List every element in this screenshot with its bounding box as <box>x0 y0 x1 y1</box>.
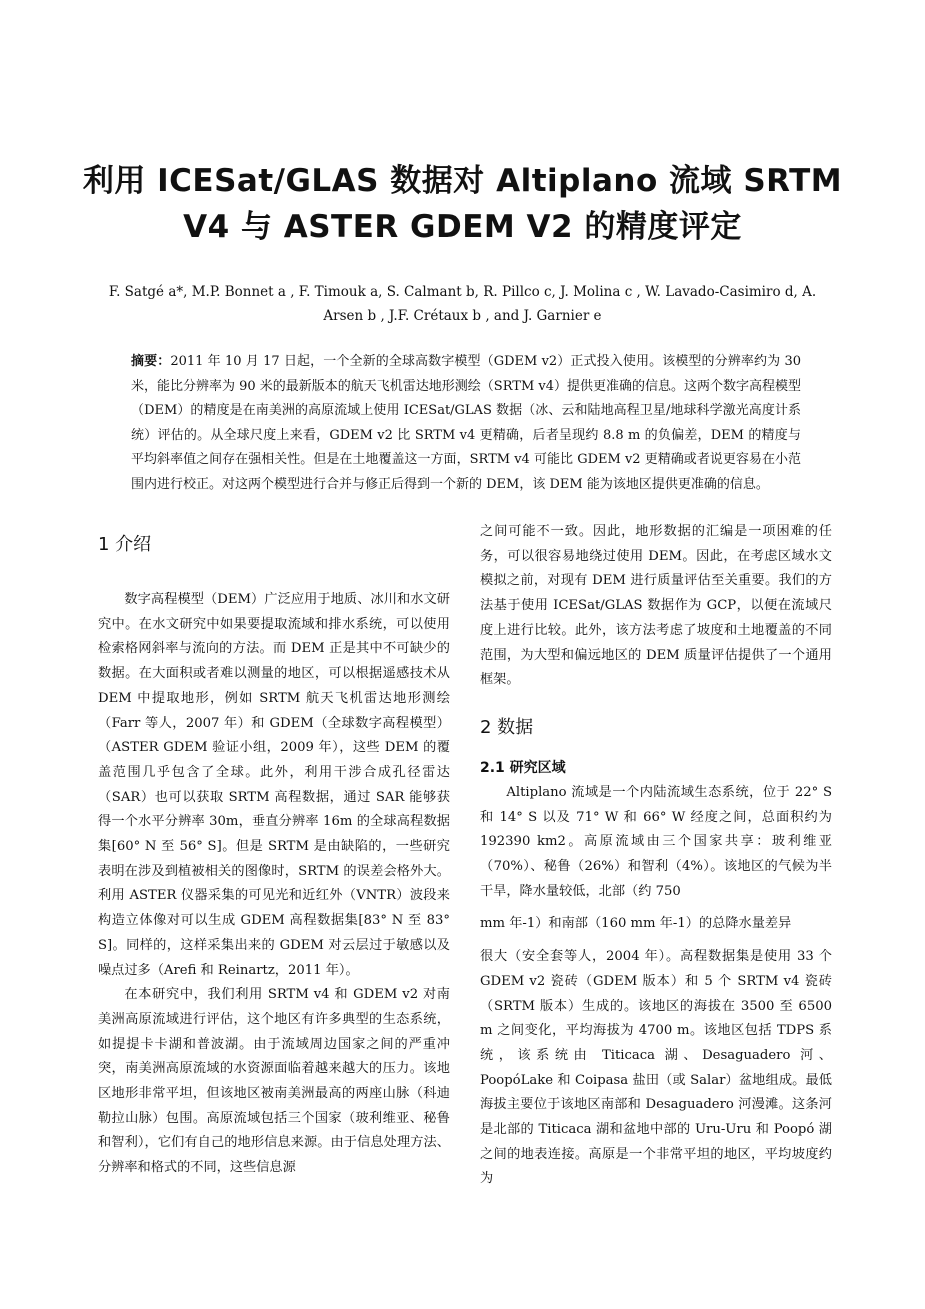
title-line-2: V4 与 ASTER GDEM V2 的精度评定 <box>183 209 742 245</box>
section-1-heading: 1 介绍 <box>98 534 152 555</box>
abstract-label: 摘要： <box>131 354 171 369</box>
abstract <box>131 350 801 497</box>
section-2-heading: 2 数据 <box>480 716 534 738</box>
section-1-paragraph-2: 在本研究中，我们利用 SRTM v4 和 GDEM v2 对南美洲高原流域进行评估，这个地区有许多典型的生态系统，如提提卡卡湖和普波湖。由于流域周边国家之间的严重冲突，南美洲高原流域的水资源面临着越来越大的压力。该地区地形非常平坦，但该地区被南美洲最高的两座山脉（科迪勒拉山脉）包围。高原流域包括三个国家（玻利维亚、秘鲁和智利），它们有自己的地形信息来源。由于信息处理方法、分辨率和格式的不同，这些信息源 <box>98 987 450 1176</box>
section-2-paragraph-1: Altiplano 流域是一个内陆流域生态系统，位于 22° S 和 14° S 以及 71° W 和 66° W 经度之间，总面积约为 192390 km2。高原流域由三个国家共享：玻利维亚（70%）、秘鲁（26%）和智利（4%）。该地区的气候为半干旱，降水量较低，北部（约 750 <box>480 784 832 899</box>
left-column <box>98 530 450 1181</box>
right-column <box>480 520 832 1192</box>
section-2-paragraph-1b: mm 年-1）和南部（160 mm 年-1）的总降水量差异 <box>480 916 792 932</box>
section-1-paragraph-1: 数字高程模型（DEM）广泛应用于地质、冰川和水文研究中。在水文研究中如果要提取流域和排水系统，可以使用检索格网斜率与流向的方法。而 DEM 正是其中不可缺少的数据。在大面积或者难以测量的地区，可以根据遥感技术从 DEM 中提取地形，例如 SRTM 航天飞机雷达地形测绘（Farr 等人，2007 年）和 GDEM（全球数字高程模型）（ASTER GDEM 验证小组，2009 年），这些 DEM 的覆盖范围几乎包含了全球。此外，利用干涉合成孔径雷达（SAR）也可以获取 SRTM 高程数据，通过 SAR 能够获得一个水平分辨率 30m，垂直分辨率 16m 的全球高程数据集[60° N 至 56° S]。但是 SRTM 是由缺陷的，一些研究表明在涉及到植被相关的图像时，SRTM 的误差会格外大。利用 ASTER 仪器采集的可见光和近红外（VNTR）波段来构造立体像对可以生成 GDEM 高程数据集[83° N 至 83° S]。同样的，这样采集出来的 GDEM 对云层过于敏感以及噪点过多（Arefi 和 Reinartz，2011 年）。 <box>98 592 450 978</box>
section-1-paragraph-2-continued: 之间可能不一致。因此，地形数据的汇编是一项困难的任务，可以很容易地绕过使用 DEM。因此，在考虑区域水文模拟之前，对现有 DEM 进行质量评估至关重要。我们的方法基于使用 ICESat/GLAS 数据作为 GCP，以便在流域尺度上进行比较。此外，该方法考虑了坡度和土地覆盖的不同范围，为大型和偏远地区的 DEM 质量评估提供了一个通用框架。 <box>480 524 832 688</box>
paper-title <box>0 158 925 250</box>
section-2-paragraph-1c: 很大（安全套等人，2004 年）。高程数据集是使用 33 个 GDEM v2 瓷砖（GDEM 版本）和 5 个 SRTM v4 瓷砖（SRTM 版本）生成的。该地区的海拔在 3500 至 6500 m 之间变化，平均海拔为 4700 m。该地区包括 TDPS 系统，该系统由 Titicaca 湖、Desaguadero 河、PoopóLake 和 Coipasa 盐田（或 Salar）盆地组成。最低海拔主要位于该地区南部和 Desaguadero 河漫滩。这条河是北部的 Titicaca 湖和盆地中部的 Uru-Uru 和 Poopó 湖之间的地表连接。高原是一个非常平坦的地区，平均坡度约为 <box>480 949 832 1187</box>
abstract-text: 2011 年 10 月 17 日起，一个全新的全球高数字模型（GDEM v2）正式投入使用。该模型的分辨率约为 30 米，能比分辨率为 90 米的最新版本的航天飞机雷达地形测绘（SRTM v4）提供更准确的信息。这两个数字高程模型（DEM）的精度是在南美洲的高原流域上使用 ICESat/GLAS 数据（冰、云和陆地高程卫星/地球科学激光高度计系统）评估的。从全球尺度上来看，GDEM v2 比 SRTM v4 更精确，后者呈现约 8.8 m 的负偏差，DEM 的精度与平均斜率值之间存在强相关性。但是在土地覆盖这一方面，SRTM v4 可能比 GDEM v2 更精确或者说更容易在小范围内进行校正。对这两个模型进行合并与修正后得到一个新的 DEM，该 DEM 能为该地区提供更准确的信息。 <box>131 354 802 492</box>
title-line-1: 利用 ICESat/GLAS 数据对 Altiplano 流域 SRTM <box>82 163 843 199</box>
subsection-2-1-heading: 2.1 研究区域 <box>480 759 566 776</box>
author-list: F. Satgé a*, M.P. Bonnet a , F. Timouk a, S. Calmant b, R. Pillco c, J. Molina c , W. Lavado-Casimiro d, A. Arsen b , J.F. Crétaux b , and J. Garnier e <box>108 284 817 324</box>
